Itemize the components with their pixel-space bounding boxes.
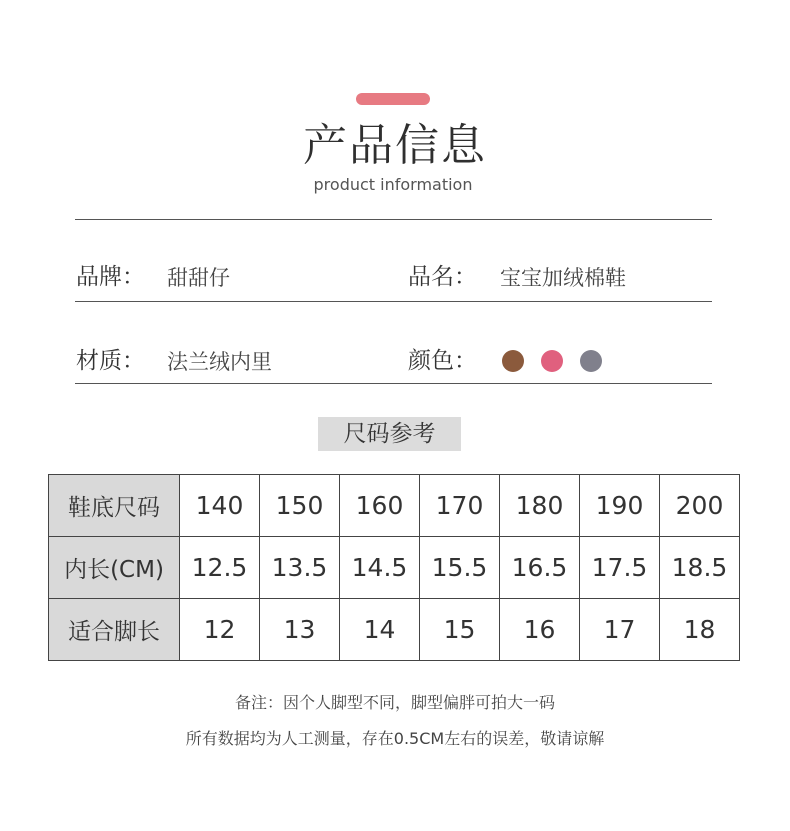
table-row [49,599,740,661]
table-cell: 190 [580,475,660,537]
table-cell: 14.5 [340,537,420,599]
row-header-foot-length: 适合脚长 [49,599,180,661]
table-row [49,475,740,537]
size-chart-table [48,474,740,661]
table-cell: 18.5 [660,537,740,599]
table-cell: 16 [500,599,580,661]
divider-top [75,219,712,220]
table-cell: 15.5 [420,537,500,599]
table-cell: 16.5 [500,537,580,599]
table-cell: 180 [500,475,580,537]
table-cell: 15 [420,599,500,661]
table-row [49,537,740,599]
note-line-2: 所有数据均为人工测量，存在0.5CM左右的误差，敬请谅解 [185,729,605,748]
table-cell: 14 [340,599,420,661]
table-cell: 170 [420,475,500,537]
size-chart-heading: 尺码参考 [318,417,461,451]
page-title: 产品信息 [303,120,487,171]
row-header-inner-length: 内长(CM) [49,537,180,599]
divider-row2 [75,383,712,384]
table-cell: 150 [260,475,340,537]
product-name-label: 品名： [408,264,477,290]
color-label: 颜色： [408,348,477,374]
note-line-1: 备注：因个人脚型不同，脚型偏胖可拍大一码 [234,693,555,712]
row-header-sole-size: 鞋底尺码 [49,475,180,537]
table-cell: 140 [180,475,260,537]
color-swatch-brown[interactable] [502,350,524,372]
product-name-value: 宝宝加绒棉鞋 [500,266,626,290]
table-cell: 18 [660,599,740,661]
table-cell: 17 [580,599,660,661]
table-cell: 17.5 [580,537,660,599]
table-cell: 160 [340,475,420,537]
table-cell: 200 [660,475,740,537]
color-swatch-gray[interactable] [580,350,602,372]
divider-row1 [75,301,712,302]
brand-label: 品牌： [76,264,145,290]
table-cell: 13 [260,599,340,661]
material-label: 材质： [76,348,145,374]
table-cell: 12.5 [180,537,260,599]
material-value: 法兰绒内里 [167,350,272,374]
title-accent-bar [356,93,430,105]
table-cell: 12 [180,599,260,661]
brand-value: 甜甜仔 [167,266,230,290]
table-cell: 13.5 [260,537,340,599]
page-subtitle: product information [313,175,473,194]
color-swatch-pink[interactable] [541,350,563,372]
